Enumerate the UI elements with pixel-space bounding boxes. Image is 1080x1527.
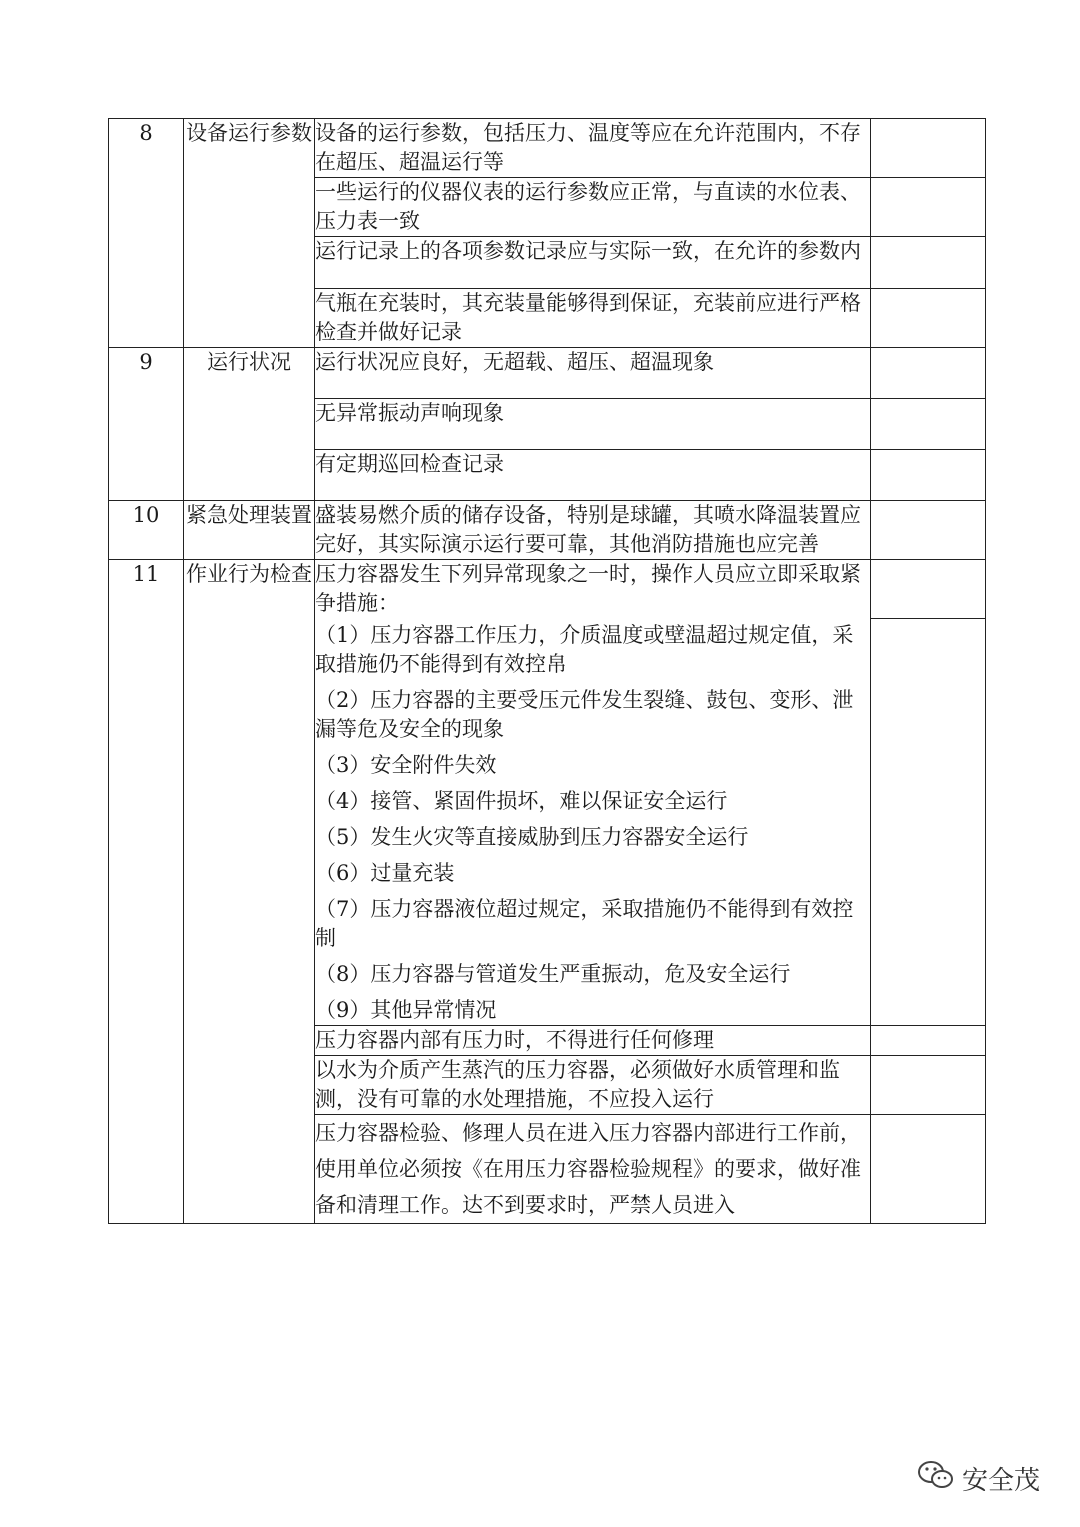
check-item-text: 设备的运行参数，包括压力、温度等应在允许范围内，不存在超压、超温运行等 (315, 119, 871, 178)
list-item: （5）发生火灾等直接威胁到压力容器安全运行 (315, 825, 749, 849)
inspection-checklist-table (108, 118, 986, 1224)
result-cell (871, 450, 986, 501)
emergency-measures-block (315, 560, 871, 1026)
table-row (109, 348, 986, 399)
table-row (109, 119, 986, 178)
check-item-text: 气瓶在充装时，其充装量能够得到保证，充装前应进行严格检查并做好记录 (315, 289, 871, 348)
result-cell (871, 399, 986, 450)
list-item: （6）过量充装 (315, 861, 455, 885)
result-cell (871, 289, 986, 348)
list-item: （8）压力容器与管道发生严重振动，危及安全运行 (315, 962, 791, 986)
check-item-text: 盛装易燃介质的储存设备，特别是球罐，其喷水降温装置应完好，其实际演示运行要可靠，其他消防措施也应完善 (315, 501, 871, 560)
result-cell (871, 348, 986, 399)
check-item-text: 运行记录上的各项参数记录应与实际一致，在允许的参数内 (315, 237, 871, 289)
result-cell (871, 501, 986, 560)
result-cell (871, 119, 986, 178)
check-item-text: 压力容器检验、修理人员在进入压力容器内部进行工作前，使用单位必须按《在用压力容器检验规程》的要求，做好准备和清理工作。达不到要求时，严禁人员进入 (315, 1115, 871, 1224)
watermark-text: 安全茂 (962, 1465, 1041, 1496)
list-item: （4）接管、紧固件损坏，难以保证安全运行 (315, 789, 728, 813)
list-item: （9）其他异常情况 (315, 998, 497, 1022)
result-cell (871, 1056, 986, 1115)
check-item-text: 无异常振动声响现象 (315, 399, 871, 450)
result-cell (871, 178, 986, 237)
check-item-text: 运行状况应良好，无超载、超压、超温现象 (315, 348, 871, 399)
check-item-text: 有定期巡回检查记录 (315, 450, 871, 501)
item-category: 设备运行参数 (184, 119, 315, 348)
item-category: 作业行为检查 (184, 560, 315, 1224)
check-item-text: 压力容器内部有压力时，不得进行任何修理 (315, 1026, 871, 1056)
check-item-text: 一些运行的仪器仪表的运行参数应正常，与直读的水位表、压力表一致 (315, 178, 871, 237)
item-category: 运行状况 (184, 348, 315, 501)
result-cell (871, 1115, 986, 1224)
table-row (109, 501, 986, 560)
list-item: （2）压力容器的主要受压元件发生裂缝、鼓包、变形、泄漏等危及安全的现象 (315, 688, 854, 741)
table-row (109, 560, 986, 1026)
account-watermark (916, 1458, 1040, 1498)
result-cell (871, 560, 986, 1026)
list-item: （7）压力容器液位超过规定，采取措施仍不能得到有效控制 (315, 897, 854, 950)
wechat-icon (916, 1458, 956, 1499)
item-number: 8 (109, 119, 184, 348)
item-category: 紧急处理装置 (184, 501, 315, 560)
result-subcell (871, 560, 985, 619)
list-item: （3）安全附件失效 (315, 753, 497, 777)
result-cell (871, 237, 986, 289)
item-number: 11 (109, 560, 184, 1224)
item-number: 10 (109, 501, 184, 560)
emergency-intro: 压力容器发生下列异常现象之一时，操作人员应立即采取紧争措施： (315, 562, 861, 615)
item-number: 9 (109, 348, 184, 501)
result-cell (871, 1026, 986, 1056)
list-item: （1）压力容器工作压力，介质温度或壁温超过规定值，采取措施仍不能得到有效控帛 (315, 623, 854, 676)
check-item-text: 以水为介质产生蒸汽的压力容器，必须做好水质管理和监测，没有可靠的水处理措施，不应投入运行 (315, 1056, 871, 1115)
